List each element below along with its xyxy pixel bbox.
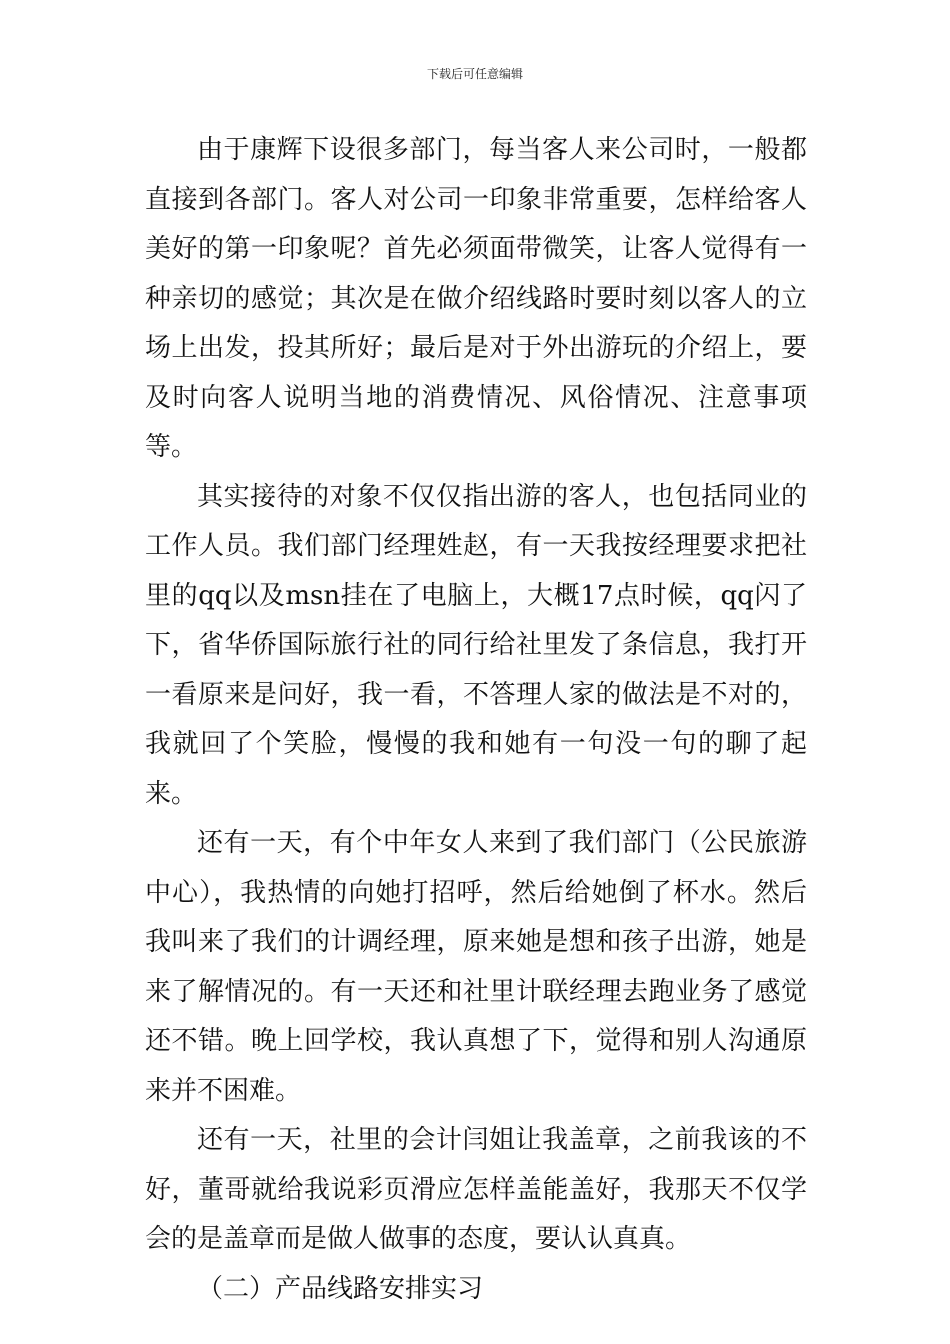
section-heading: （二）产品线路安排实习 — [197, 1273, 484, 1304]
document-body — [145, 126, 807, 1314]
paragraph-stamping: 还有一天，社里的会计闫姐让我盖章，之前我该的不好，董哥就给我说彩页滑应怎样盖能盖好，我那天不仅学会的是盖章而是做人做事的态度，要认认真真。 — [145, 1125, 807, 1254]
paragraph-middle-aged-client: 还有一天，有个中年女人来到了我们部门（公民旅游中心），我热情的向她打招呼，然后给她倒了杯水。然后我叫来了我们的计调经理，原来她是想和孩子出游，她是来了解情况的。有一天还和社里计联经理去跑业务了感觉还不错。晚上回学校，我认真想了下，觉得和别人沟通原来并不困难。 — [145, 828, 807, 1106]
page-header: 下载后可任意编辑 — [426, 67, 523, 81]
paragraph-peer-staff: 其实接待的对象不仅仅指出游的客人，也包括同业的工作人员。我们部门经理姓赵，有一天我按经理要求把社里的qq以及msn挂在了电脑上，大概17点时候，qq闪了下，省华侨国际旅行社的同行给社里发了条信息，我打开一看原来是问好，我一看，不答理人家的做法是不对的，我就回了个笑脸，慢慢的我和她有一句没一句的聊了起来。 — [145, 481, 807, 809]
paragraph-reception-impression: 由于康辉下设很多部门，每当客人来公司时，一般都直接到各部门。客人对公司一印象非常重要，怎样给客人美好的第一印象呢？首先必须面带微笑，让客人觉得有一种亲切的感觉；其次是在做介绍线路时要时刻以客人的立场上出发，投其所好；最后是对于外出游玩的介绍上，要及时向客人说明当地的消费情况、风俗情况、注意事项等。 — [145, 135, 807, 462]
